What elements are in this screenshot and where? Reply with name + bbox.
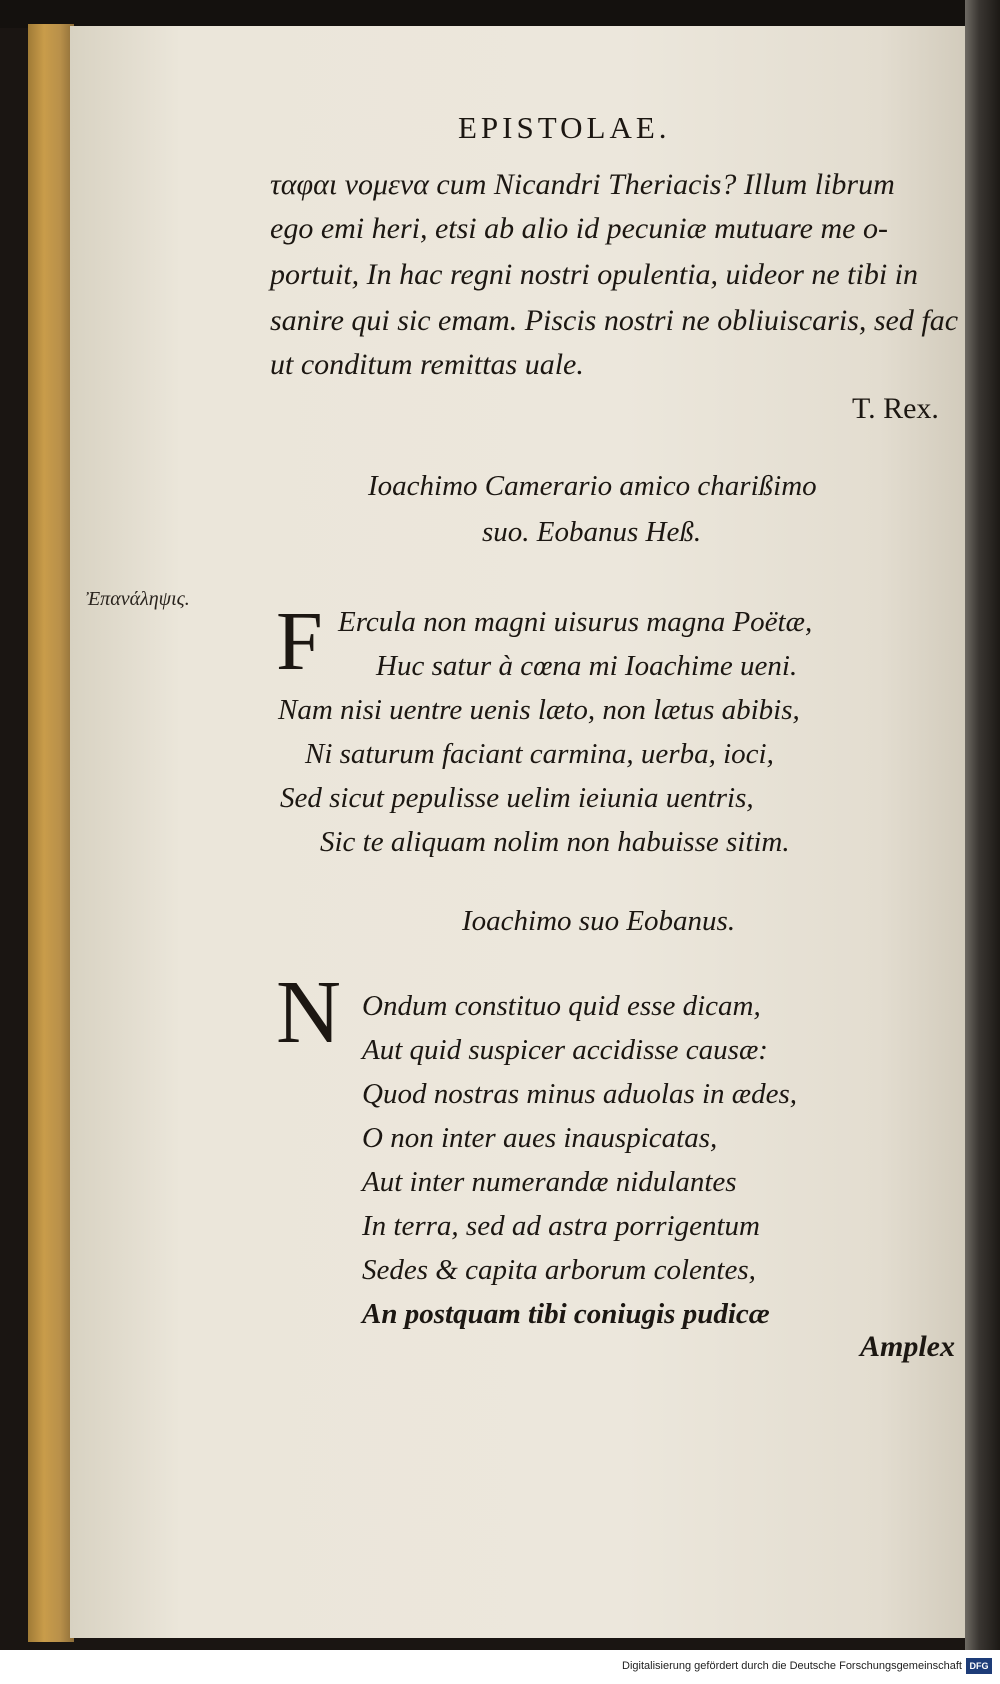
poem1-dropcap: F [276, 595, 323, 688]
poem1-line-3: Nam nisi uentre uenis læto, non lætus abibis, [278, 694, 800, 726]
poem2-line-3: Quod nostras minus aduolas in ædes, [362, 1078, 798, 1110]
poem2-line-1: Ondum constituo quid esse dicam, [362, 990, 761, 1022]
poem1-line-2: Huc satur à cœna mi Ioachime ueni. [376, 650, 798, 682]
poem1-line-5: Sed sicut pepulisse uelim ieiunia uentris, [280, 782, 754, 814]
poem2-line-6: In terra, sed ad astra porrigentum [362, 1210, 760, 1242]
poem2-title: Ioachimo suo Eobanus. [462, 905, 736, 937]
book-spine-edge [965, 0, 1000, 1650]
poem2-line-2: Aut quid suspicer accidisse causæ: [362, 1034, 768, 1066]
letter-line-4: sanire qui sic emam. Piscis nostri ne obliuiscaris, sed fac [270, 304, 959, 337]
scan-background-top [0, 0, 1000, 28]
gilt-page-edge [28, 24, 74, 1642]
digitization-credit: Digitalisierung gefördert durch die Deutsche Forschungsgemeinschaft [622, 1660, 962, 1672]
dfg-logo-icon: DFG [966, 1658, 992, 1674]
margin-note: Ἐπανάληψις. [86, 588, 190, 610]
poem2-line-8: An postquam tibi coniugis pudicæ [362, 1298, 770, 1330]
letter-line-5: ut conditum remittas uale. [270, 348, 584, 381]
letter-signature: T. Rex. [852, 392, 939, 425]
poem1-line-1: Ercula non magni uisurus magna Poëtæ, [338, 606, 813, 638]
catchword: Amplex [860, 1330, 955, 1363]
poem1-title-line-1: Ioachimo Camerario amico charißimo [368, 470, 817, 502]
poem2-line-5: Aut inter numerandæ nidulantes [362, 1166, 737, 1198]
poem2-line-7: Sedes & capita arborum colentes, [362, 1254, 756, 1286]
letter-line-3: portuit, In hac regni nostri opulentia, uideor ne tibi in [270, 258, 919, 291]
letter-line-1: ταφαι νομενα cum Nicandri Theriacis? Illum librum [270, 168, 895, 201]
running-head: EPISTOLAE. [458, 110, 671, 145]
poem2-dropcap: N [276, 963, 341, 1062]
letter-line-2: ego emi heri, etsi ab alio id pecuniæ mutuare me o- [270, 212, 888, 245]
poem2-line-4: O non inter aues inauspicatas, [362, 1122, 718, 1154]
poem1-line-6: Sic te aliquam nolim non habuisse sitim. [320, 826, 790, 858]
poem1-line-4: Ni saturum faciant carmina, uerba, ioci, [305, 738, 774, 770]
poem1-title-line-2: suo. Eobanus Heß. [482, 516, 702, 548]
